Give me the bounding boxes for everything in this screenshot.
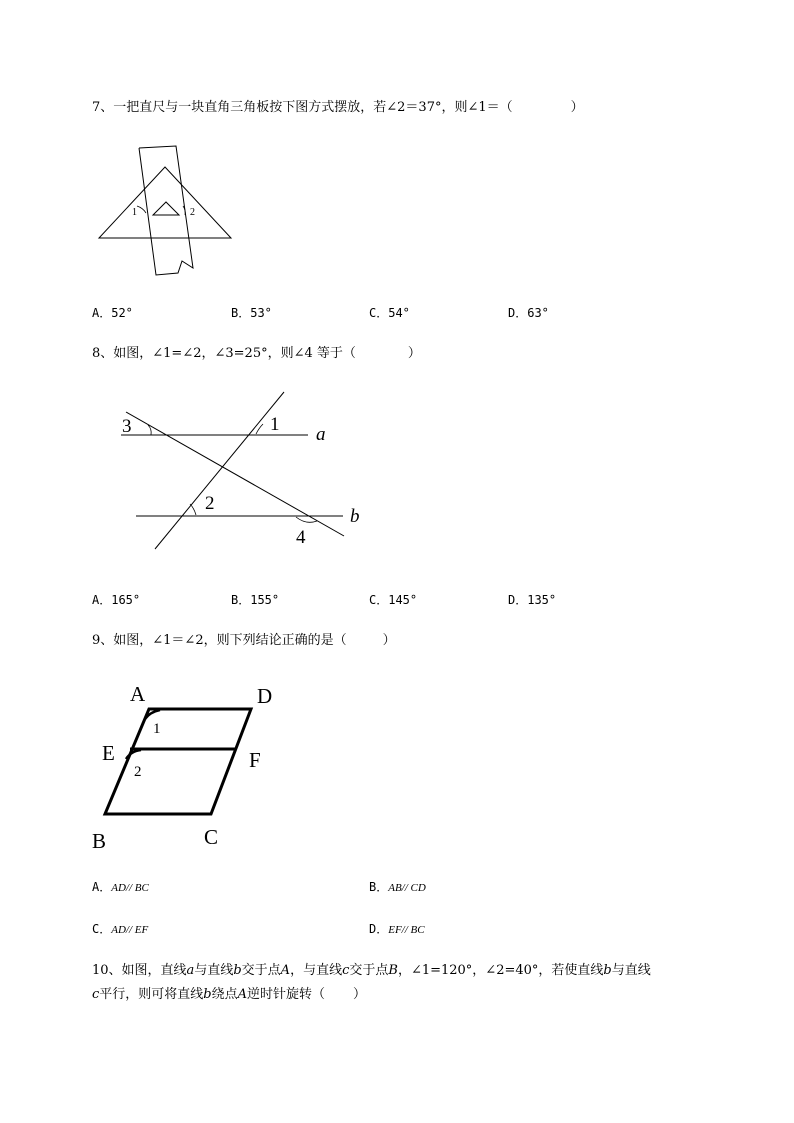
q9-option-c-text: AD// EF <box>111 924 149 936</box>
q9-option-a-letter: A． <box>92 880 112 894</box>
q10-text-4: ，与直线 <box>290 963 343 978</box>
q10-stem <box>92 959 752 1007</box>
q9-option-c-letter: C． <box>92 922 112 936</box>
q9-label-angle1: 1 <box>153 721 161 737</box>
q8-option-c-letter: C． <box>369 593 389 607</box>
q10-var-point-a: A <box>280 963 291 978</box>
q10-var-b-3: b <box>203 987 212 1002</box>
q10-text-6: ，∠1=120°，∠2=40°，若使直线 <box>397 963 604 978</box>
q10-text-10: 逆时针旋转（ <box>247 987 326 1002</box>
q10-text-2: 与直线 <box>194 963 234 978</box>
q7-label-angle1: 1 <box>132 207 137 218</box>
q10-var-point-a-2: A <box>237 987 248 1002</box>
q10-var-c: c <box>342 963 350 978</box>
q8-option-b-text: 155° <box>250 593 280 607</box>
q9-option-d-text: EF// BC <box>388 924 425 936</box>
q9-stem-close: ） <box>382 633 396 648</box>
q9-option-b-letter: B． <box>369 880 389 894</box>
q9-label-d: D <box>257 684 273 708</box>
q9-option-d-letter: D． <box>369 922 389 936</box>
q8-option-a-letter: A． <box>92 593 112 607</box>
q10-var-b: b <box>233 963 242 978</box>
q10-var-a: a <box>186 963 195 978</box>
q8-stem-text: 8、如图，∠1=∠2，∠3=25°，则∠4 等于（ <box>92 346 356 361</box>
q9-label-f: F <box>249 748 261 772</box>
q10-var-point-b: B <box>388 963 398 978</box>
q8-stem-close: ） <box>407 346 421 361</box>
q9-option-c[interactable] <box>92 921 148 938</box>
q10-text-5: 交于点 <box>349 963 389 978</box>
q9-option-b-text: AB// CD <box>388 882 426 894</box>
q8-label-angle2: 2 <box>205 493 215 514</box>
q9-option-a[interactable] <box>92 879 149 896</box>
q7-stem-text: 7、一把直尺与一块直角三角板按下图方式摆放，若∠2＝37°，则∠1＝（ <box>92 100 513 115</box>
q9-label-b: B <box>92 829 107 853</box>
q9-stem-text: 9、如图，∠1＝∠2，则下列结论正确的是（ <box>92 633 347 648</box>
q9-parallelogram <box>105 709 251 814</box>
q10-text-8: 平行，则可将直线 <box>99 987 204 1002</box>
q7-option-a-text: 52° <box>111 306 133 320</box>
q10-var-c-2: c <box>92 987 100 1002</box>
q10-text-7: 与直线 <box>611 963 651 978</box>
q9-label-a: A <box>130 682 146 706</box>
q9-angle2-arc <box>126 750 141 759</box>
q7-option-d-text: 63° <box>527 306 549 320</box>
q7-label-angle2: 2 <box>190 207 195 218</box>
q7-option-c-letter: C． <box>369 306 389 320</box>
q9-label-angle2: 2 <box>134 764 142 780</box>
q7-option-d-letter: D． <box>508 306 528 320</box>
q8-label-angle1: 1 <box>270 414 280 435</box>
q8-option-d-letter: D． <box>508 593 528 607</box>
q7-option-b-letter: B． <box>231 306 251 320</box>
q10-text-1: 10、如图，直线 <box>92 963 187 978</box>
q8-option-b-letter: B． <box>231 593 251 607</box>
q8-label-angle4: 4 <box>296 527 306 548</box>
q10-text-11: ） <box>353 987 367 1002</box>
q10-var-b-2: b <box>603 963 612 978</box>
q8-option-a-text: 165° <box>111 593 141 607</box>
q10-text-9: 绕点 <box>211 987 238 1002</box>
q8-label-line-a: a <box>316 424 326 445</box>
q8-option-d-text: 135° <box>527 593 557 607</box>
q9-option-a-text: AD// BC <box>111 882 149 894</box>
q7-option-a-letter: A． <box>92 306 112 320</box>
q7-stem-close: ） <box>570 100 584 115</box>
q7-option-c-text: 54° <box>388 306 410 320</box>
q8-label-angle3: 3 <box>122 416 132 437</box>
q9-label-e: E <box>102 741 115 765</box>
q10-text-3: 交于点 <box>241 963 281 978</box>
q8-label-line-b: b <box>350 506 360 527</box>
q9-option-d[interactable] <box>369 921 425 938</box>
q7-option-b-text: 53° <box>250 306 272 320</box>
q9-option-b[interactable] <box>369 879 426 896</box>
q9-label-c: C <box>204 825 219 849</box>
q8-option-c-text: 145° <box>388 593 418 607</box>
